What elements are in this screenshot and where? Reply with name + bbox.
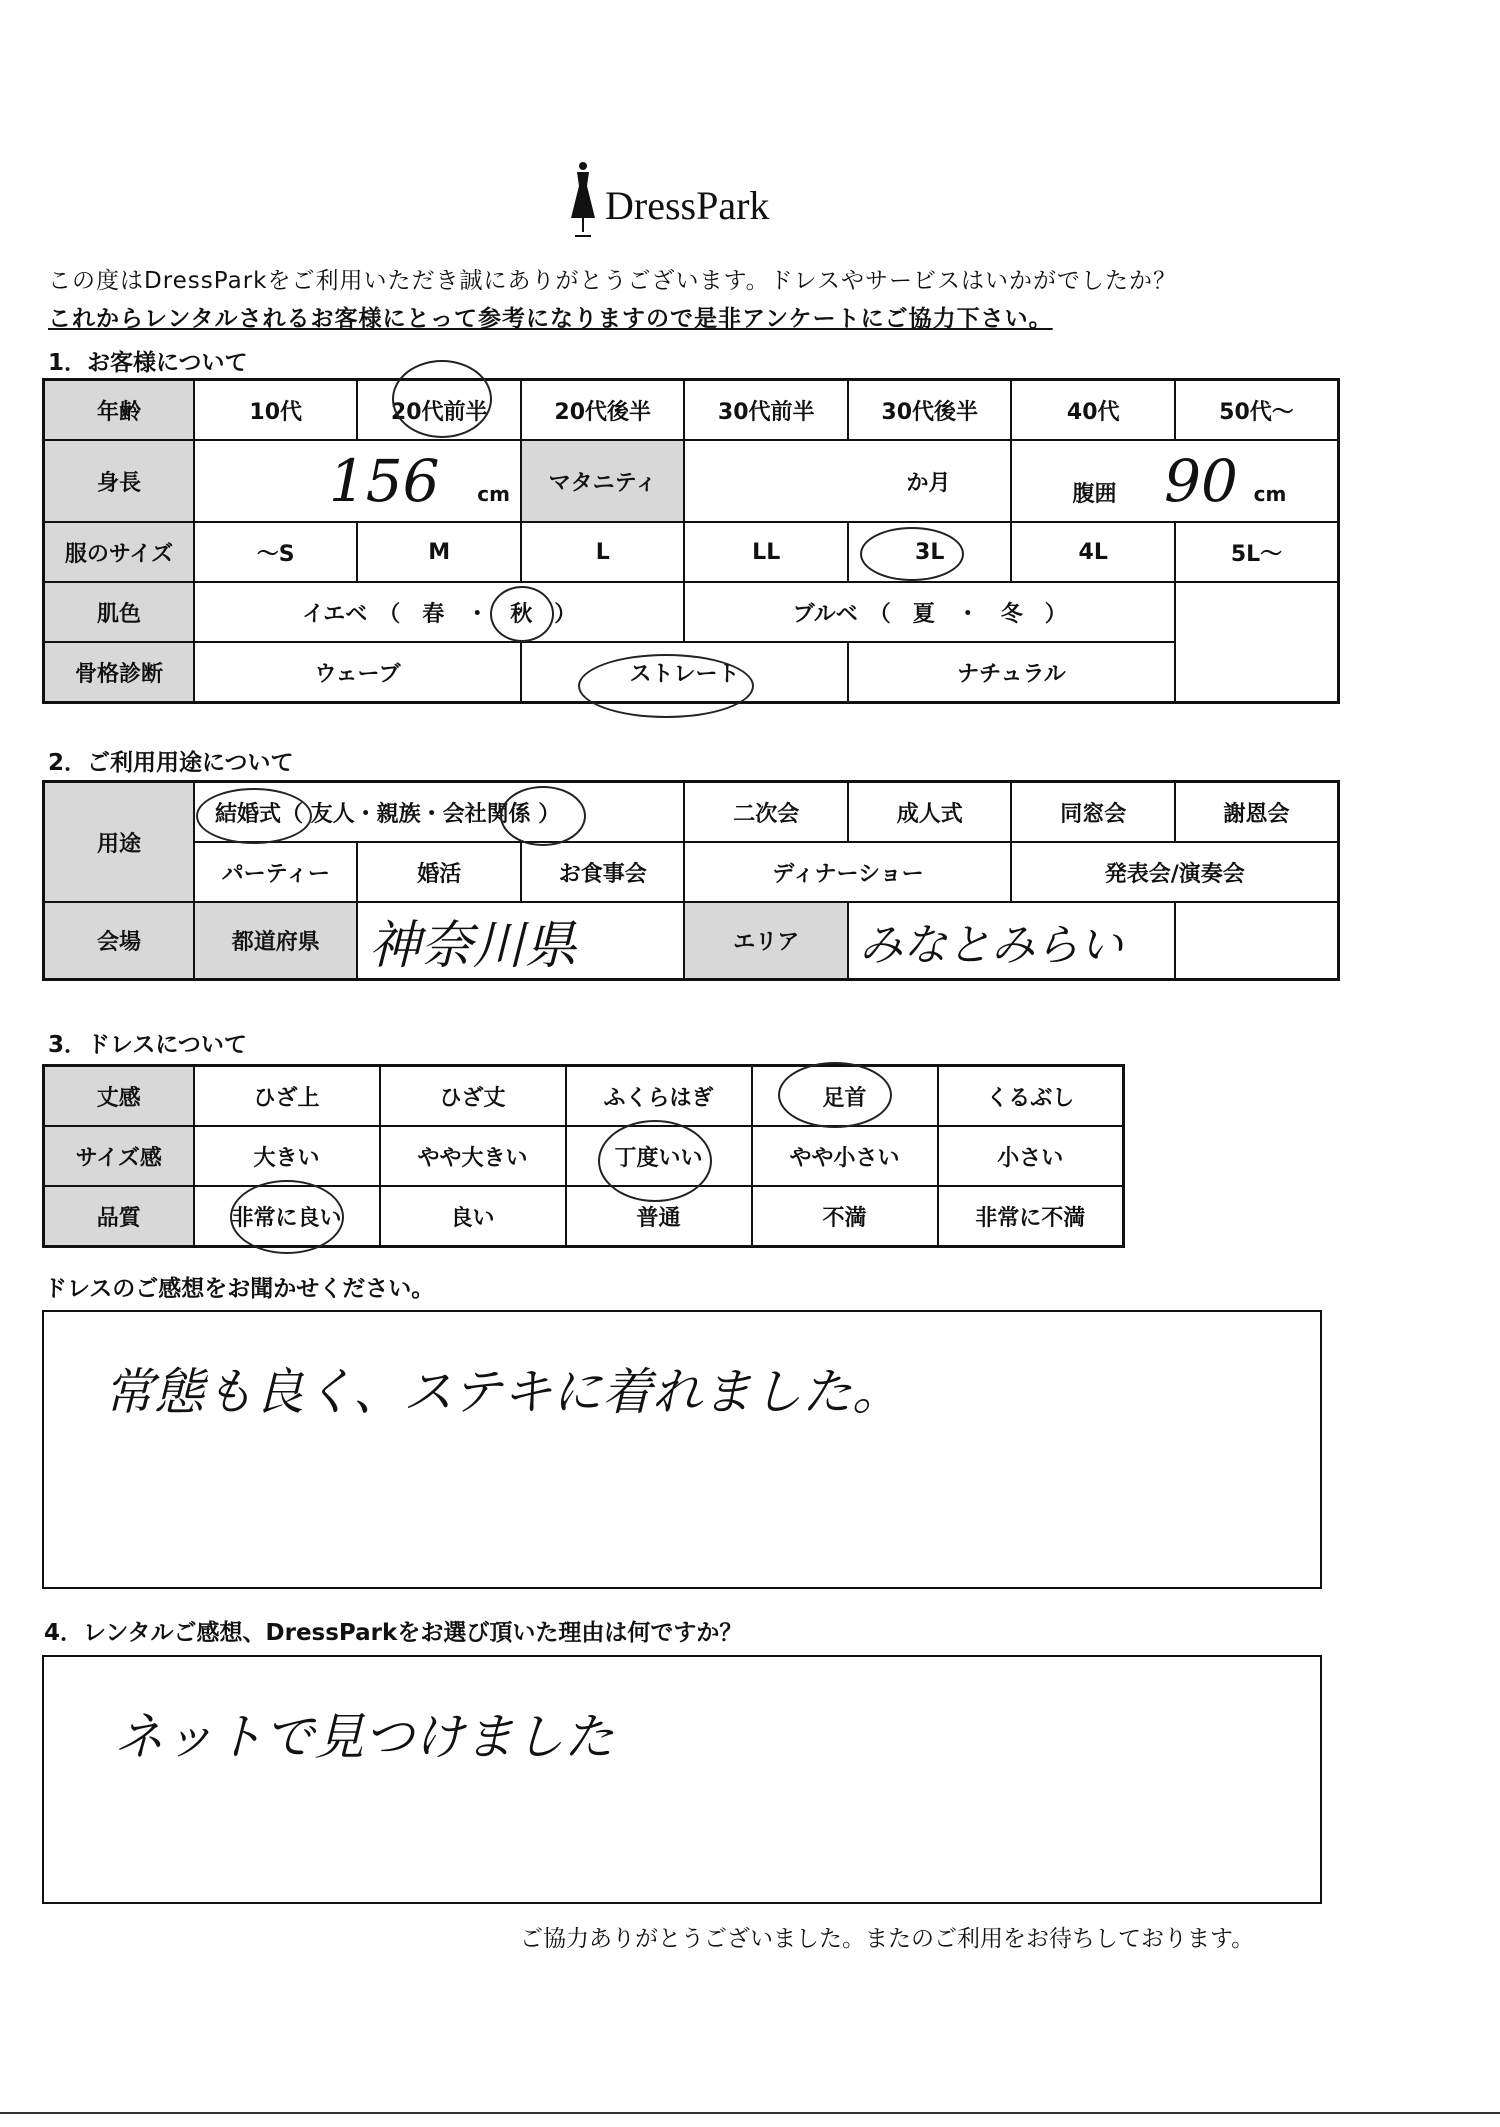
quality-option[interactable]: 非常に不満	[938, 1186, 1124, 1247]
purpose-option[interactable]: 二次会	[684, 782, 848, 843]
frame-option[interactable]: ナチュラル	[848, 642, 1175, 703]
age-option-selected[interactable]: 20代前半	[357, 380, 521, 441]
venue-label: 会場	[44, 902, 194, 980]
purpose-row-2	[44, 842, 1339, 902]
selection-mark	[490, 586, 554, 642]
purpose-option[interactable]: 成人式	[848, 782, 1012, 843]
length-option[interactable]: くるぶし	[938, 1066, 1124, 1127]
frame-label: 骨格診断	[44, 642, 194, 703]
dress-comment-box[interactable]	[42, 1310, 1322, 1589]
purpose-option-wedding[interactable]: 結婚式（ 友人・親族・会社関係 ）	[194, 782, 685, 843]
age-row	[44, 380, 1339, 441]
height-label: 身長	[44, 440, 194, 522]
size-label: 服のサイズ	[44, 522, 194, 582]
section4-title: 4．レンタルご感想、DressParkをお選び頂いた理由は何ですか？	[44, 1620, 743, 1646]
comment-prompt: ドレスのご感想をお聞かせください。	[44, 1276, 435, 1302]
age-option[interactable]: 30代前半	[684, 380, 848, 441]
waist-unit: cm	[1253, 482, 1287, 506]
age-option[interactable]: 50代～	[1175, 380, 1339, 441]
length-option-selected[interactable]: 足首	[752, 1066, 938, 1127]
size-option-selected[interactable]: 3L	[848, 522, 1012, 582]
purpose-option[interactable]: ディナーショー	[684, 842, 1011, 902]
fit-row	[44, 1126, 1124, 1186]
frame-option-selected[interactable]: ストレート	[521, 642, 848, 703]
intro-text: この度はDressParkをご利用いただき誠にありがとうございます。ドレスやサービスはいかがでしたか？	[48, 268, 1177, 294]
brand-name: DressPark	[605, 183, 770, 228]
maternity-unit: か月	[906, 470, 951, 496]
purpose-option[interactable]: パーティー	[194, 842, 358, 902]
venue-row	[44, 902, 1339, 980]
reason-answer-text: ネットで見つけました	[114, 1708, 614, 1766]
maternity-label: マタニティ	[521, 440, 685, 522]
height-row	[44, 440, 1339, 522]
size-option[interactable]: 5L～	[1175, 522, 1339, 582]
brand-logo	[565, 160, 805, 240]
dress-comment-text: 常態も良く、ステキに着れました。	[104, 1363, 902, 1421]
selection-mark	[500, 786, 586, 846]
size-option[interactable]: L	[521, 522, 685, 582]
size-option[interactable]: LL	[684, 522, 848, 582]
quality-label: 品質	[44, 1186, 194, 1247]
fit-option-selected[interactable]: 丁度いい	[566, 1126, 752, 1186]
fit-label: サイズ感	[44, 1126, 194, 1186]
dress-table	[42, 1064, 1125, 1248]
quality-option-selected[interactable]: 非常に良い	[194, 1186, 380, 1247]
quality-option[interactable]: 普通	[566, 1186, 752, 1247]
prefecture-label: 都道府県	[194, 902, 358, 980]
length-option[interactable]: ふくらはぎ	[566, 1066, 752, 1127]
section2-title: 2．ご利用用途について	[48, 750, 294, 776]
age-label: 年齢	[44, 380, 194, 441]
selection-mark	[778, 1062, 892, 1128]
size-option[interactable]: ～S	[194, 522, 358, 582]
length-option[interactable]: ひざ上	[194, 1066, 380, 1127]
fit-option[interactable]: やや小さい	[752, 1126, 938, 1186]
age-option[interactable]: 10代	[194, 380, 358, 441]
skin-blue-option[interactable]: ブルベ （ 夏 ・ 冬 ）	[684, 582, 1175, 642]
purpose-option[interactable]: 同窓会	[1011, 782, 1175, 843]
age-option[interactable]: 30代後半	[848, 380, 1012, 441]
area-label: エリア	[684, 902, 848, 980]
reason-answer-box[interactable]	[42, 1655, 1322, 1904]
quality-row	[44, 1186, 1124, 1247]
waist-value[interactable]: 90	[1164, 447, 1238, 515]
length-option[interactable]: ひざ丈	[380, 1066, 566, 1127]
fit-option[interactable]: 大きい	[194, 1126, 380, 1186]
size-option[interactable]: M	[357, 522, 521, 582]
frame-option[interactable]: ウェーブ	[194, 642, 521, 703]
purpose-option[interactable]: 婚活	[357, 842, 521, 902]
purpose-option[interactable]: 発表会/演奏会	[1011, 842, 1338, 902]
selection-mark	[230, 1180, 344, 1254]
fit-option[interactable]: 小さい	[938, 1126, 1124, 1186]
skin-row	[44, 582, 1339, 642]
section3-title: 3．ドレスについて	[48, 1032, 247, 1058]
intro-request: これからレンタルされるお客様にとって参考になりますので是非アンケートにご協力下さい。	[48, 306, 1053, 332]
selection-mark	[392, 360, 492, 438]
purpose-option[interactable]: 謝恩会	[1175, 782, 1339, 843]
selection-mark	[578, 654, 754, 718]
length-row	[44, 1066, 1124, 1127]
skin-yellow-option[interactable]: イエベ （ 春 ・ 秋 ）	[194, 582, 685, 642]
dress-form-icon	[565, 160, 601, 240]
section1-title: 1．お客様について	[48, 350, 248, 376]
selection-mark	[860, 527, 964, 581]
height-value[interactable]: 156	[328, 447, 440, 515]
quality-option[interactable]: 良い	[380, 1186, 566, 1247]
page-bottom-rule	[0, 2112, 1500, 2114]
fit-option[interactable]: やや大きい	[380, 1126, 566, 1186]
purpose-label: 用途	[44, 782, 194, 903]
footer-thanks: ご協力ありがとうございました。またのご利用をお待ちしております。	[520, 1926, 1255, 1952]
waist-label: 腹囲	[1072, 482, 1117, 507]
selection-mark	[598, 1120, 712, 1202]
length-label: 丈感	[44, 1066, 194, 1127]
size-row	[44, 522, 1339, 582]
area-value[interactable]: みなとみらい	[858, 919, 1123, 971]
skin-label: 肌色	[44, 582, 194, 642]
age-option[interactable]: 20代後半	[521, 380, 685, 441]
purpose-option[interactable]: お食事会	[521, 842, 685, 902]
height-unit: cm	[477, 482, 510, 506]
quality-option[interactable]: 不満	[752, 1186, 938, 1247]
selection-mark	[196, 788, 312, 844]
size-option[interactable]: 4L	[1011, 522, 1175, 582]
prefecture-value[interactable]: 神奈川県	[368, 916, 577, 976]
age-option[interactable]: 40代	[1011, 380, 1175, 441]
